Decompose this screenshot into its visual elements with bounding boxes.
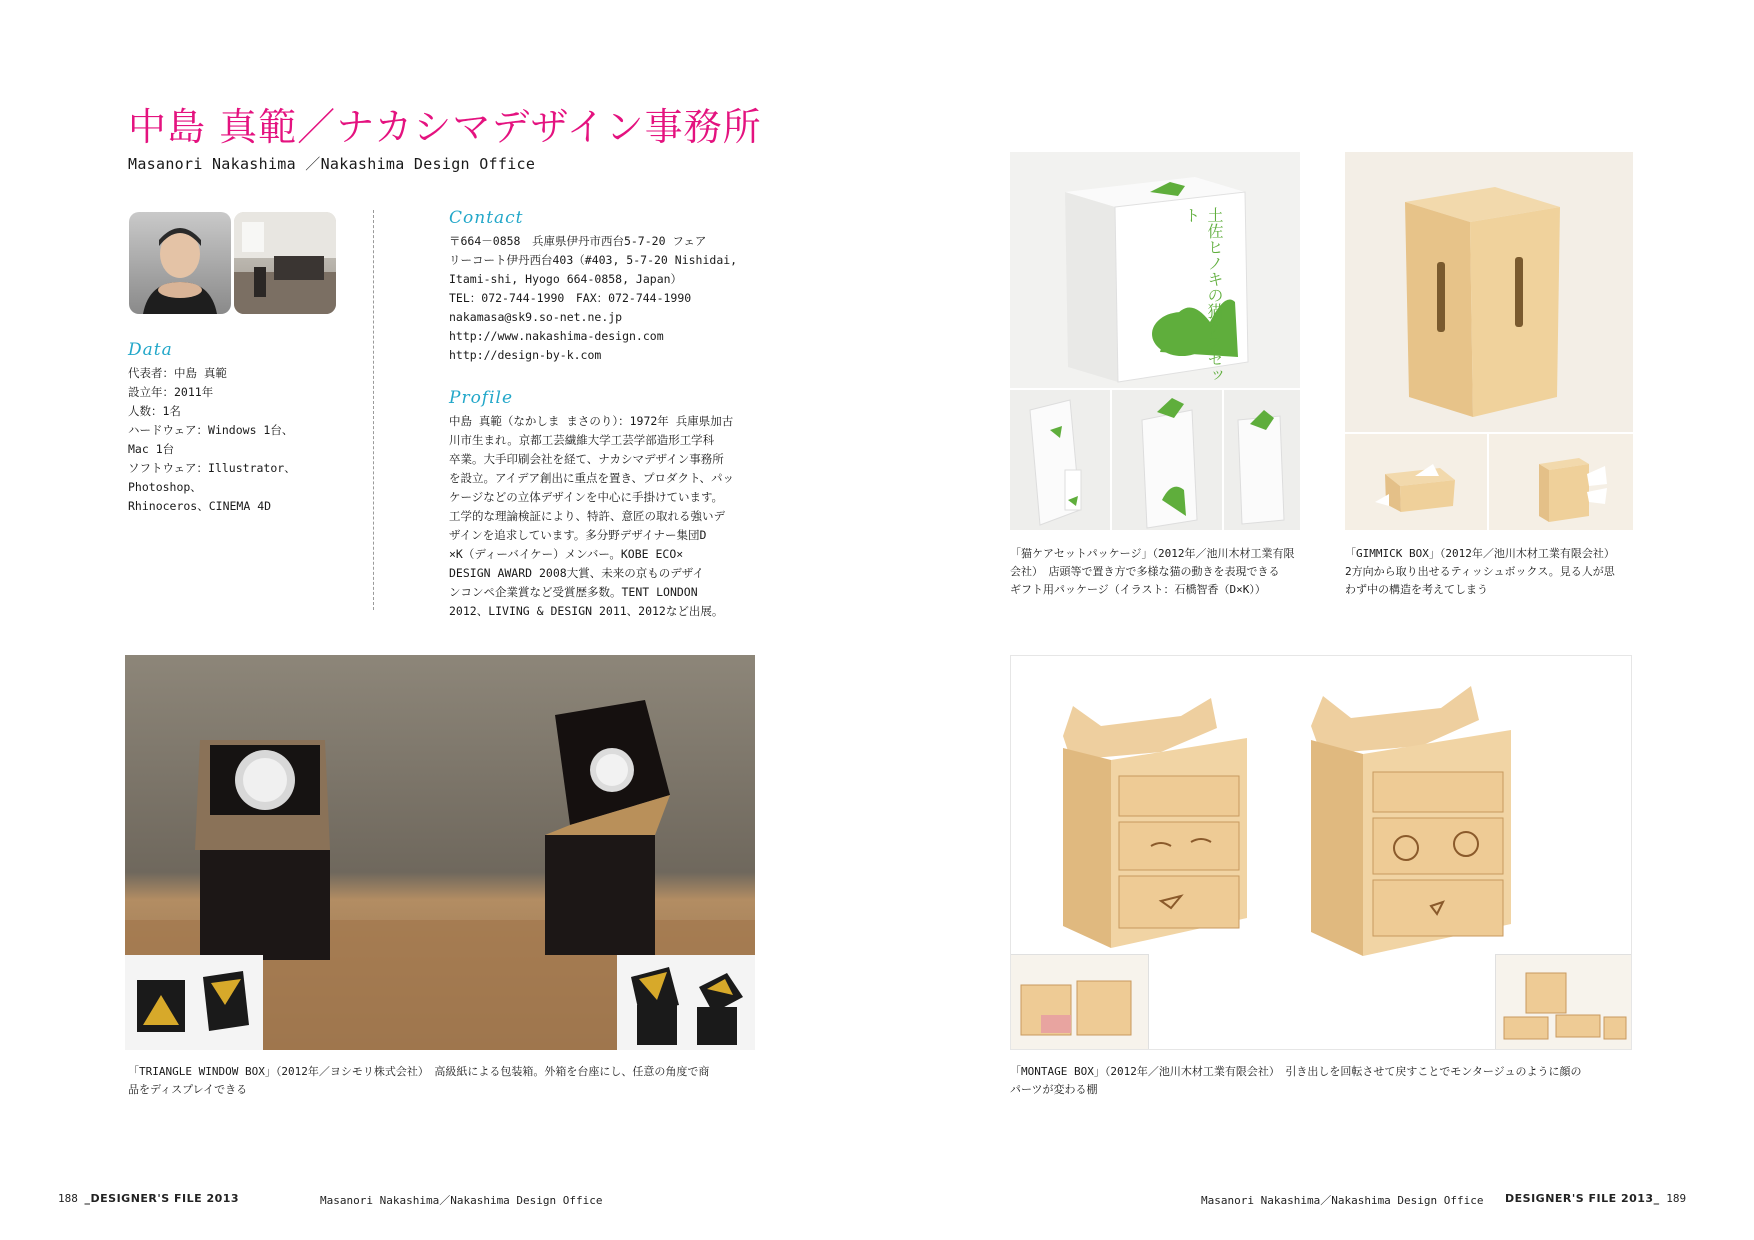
footer-left <box>58 1192 239 1205</box>
montage-box-thumb-right <box>1495 954 1632 1050</box>
footer-page-number-left: 188 <box>58 1192 78 1205</box>
data-text: 代表者：中島 真範 設立年：2011年 人数：1名 ハードウェア：Windows 1台、 Mac 1台 ソフトウェア：Illustrator、Photoshop、 Rhinoceros、CINEMA 4D <box>128 366 296 513</box>
montage-box-photo <box>1010 655 1632 1050</box>
footer-page-number-right: 189 <box>1666 1192 1687 1205</box>
gimmick-box-photo <box>1345 152 1633 432</box>
cat-care-caption: 「猫ケアセットパッケージ」（2012年／池川木材工業有限 会社） 店頭等で置き方で多様な猫の動きを表現できる ギフト用パッケージ（イラスト：石橋智香（D×K）） <box>1010 547 1295 596</box>
footer-brand-right: DESIGNER'S FILE 2013_ <box>1505 1192 1660 1205</box>
triangle-box-thumb-right <box>617 955 755 1050</box>
triangle-box-photo <box>125 655 755 1050</box>
footer-brand-left: _DESIGNER'S FILE 2013 <box>84 1192 240 1205</box>
contact-text: 〒664－0858 兵庫県伊丹市西台5-7-20 フェア リーコート伊丹西台403（#403, 5-7-20 Nishidai, Itami-shi, Hyogo 664-0858, Japan） TEL：072-744-1990 FAX：072-744-1990 nakamasa@sk9.so-net.ne.jp http://www.nakashima-design.com http://design-by-k.com <box>449 234 738 362</box>
montage-box-caption: 「MONTAGE BOX」（2012年／池川木材工業有限会社） 引き出しを回転させて戻すことでモンタージュのように顔の パーツが変わる棚 <box>1010 1065 1582 1096</box>
portrait-photo <box>129 212 231 314</box>
page-subtitle: Masanori Nakashima ／Nakashima Design Office <box>128 155 536 173</box>
cat-care-thumb-1 <box>1010 390 1110 530</box>
footer-right <box>1505 1192 1686 1205</box>
contact-heading: Contact <box>449 208 524 228</box>
profile-heading: Profile <box>449 388 514 408</box>
footer-name-left: Masanori Nakashima／Nakashima Design Office <box>320 1194 603 1207</box>
cat-care-thumb-3 <box>1224 390 1300 530</box>
montage-box-thumb-left <box>1011 954 1149 1050</box>
data-heading: Data <box>128 340 173 360</box>
gimmick-box-thumb-1 <box>1345 434 1487 530</box>
page-title: 中島 真範／ナカシマデザイン事務所 <box>128 105 762 149</box>
triangle-box-caption: 「TRIANGLE WINDOW BOX」（2012年／ヨシモリ株式会社） 高級紙による包装箱。外箱を台座にし、任意の角度で商 品をディスプレイできる <box>128 1065 710 1096</box>
column-divider <box>373 210 374 610</box>
cat-care-package-photo <box>1010 152 1300 388</box>
profile-text: 中島 真範（なかしま まさのり）：1972年 兵庫県加古 川市生まれ。京都工芸繊維大学工芸学部造形工学科 卒業。大手印刷会社を経て、ナカシマデザイン事務所 を設立。アイデア創出に重点を置き、プロダクト、パッ ケージなどの立体デザインを中心に手掛けています。 工学的な理論検証により、特許、意匠の取れる強いデ ザインを追求しています。多分野デザイナー集団D ×K（ディーバイケー）メンバー。KOBE ECO× DESIGN AWARD 2008大賞、未来の京ものデザイ ンコンペ企業賞など受賞歴多数。TENT LONDON 2012、LIVING & DESIGN 2011、2012など出展。 <box>449 414 734 618</box>
package-vertical-text: 土佐ヒノキの猫ケアセット <box>1182 207 1224 383</box>
footer-name-right: Masanori Nakashima／Nakashima Design Office <box>1201 1194 1484 1207</box>
office-photo <box>234 212 336 314</box>
triangle-box-thumb-left <box>125 955 263 1050</box>
gimmick-box-thumb-2 <box>1489 434 1633 530</box>
gimmick-box-caption: 「GIMMICK BOX」（2012年／池川木材工業有限会社） 2方向から取り出せるティッシュボックス。見る人が思 わず中の構造を考えてしまう <box>1345 547 1615 596</box>
cat-care-thumb-2 <box>1112 390 1222 530</box>
